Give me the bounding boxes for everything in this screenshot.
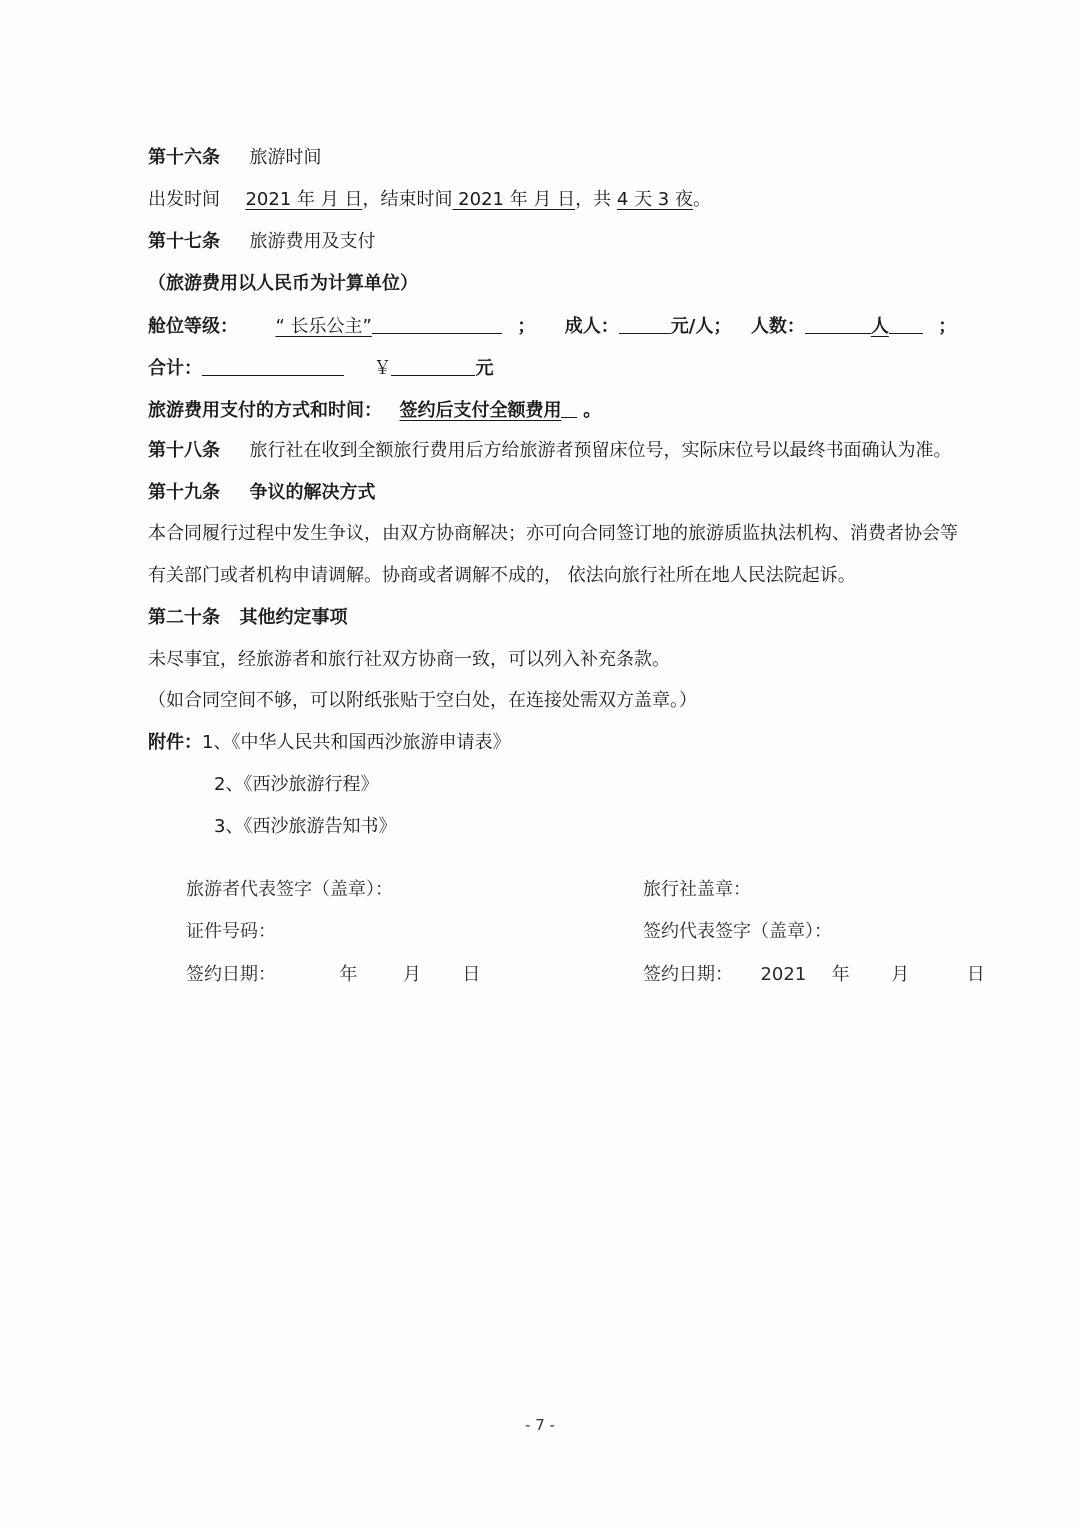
article-title: 其他约定事项 [239,607,348,628]
traveler-date-line [186,963,480,987]
year-label: 年 [339,964,358,985]
attachments-label: 附件： [148,732,202,753]
dispute-text-2: 有关部门或者机构申请调解。协商或者调解不成的， 依法向旅行社所在地人民法院起诉。 [148,565,856,586]
yen-sign: ￥ [373,358,392,379]
day-label: 日 [462,964,481,985]
date-label: 签约日期： [643,964,733,985]
cabin-line [148,313,1020,339]
article-20-heading [148,606,1020,630]
article-number: 第十六条 [148,147,220,168]
payment-line [148,397,1020,423]
total-amount-label: 合计： [148,358,202,379]
cabin-value: “ 长乐公主” [275,316,372,337]
article-title: 旅游费用及支付 [249,231,376,252]
nights-value: 3 夜 [652,189,693,210]
adult-label: 成人： [564,316,619,337]
other-text-2: （如合同空间不够，可以附纸张贴于空白处，在连接处需双方盖章。） [148,690,697,711]
agency-stamp-label: 旅行社盖章： [643,879,751,900]
article-18 [148,439,1020,463]
article-number: 第十八条 [148,440,220,461]
article-title: 争议的解决方式 [249,482,376,503]
separator: ； [517,316,536,337]
other-text-1: 未尽事宜，经旅游者和旅行社双方协商一致，可以列入补充条款。 [148,649,670,670]
page-number: - 7 - [525,1416,555,1434]
adult-price-blank [619,313,671,334]
total-line [148,355,1020,381]
date-label: 签约日期： [186,964,276,985]
article-16-heading [148,146,1020,170]
yen-blank [391,355,475,376]
article-number: 第十九条 [148,482,220,503]
article-text: 旅行社在收到全额旅行费用后方给旅游者预留床位号，实际床位号以最终书面确认为准。 [249,440,952,461]
period-mark: 。 [692,189,711,210]
end-time-label: ，结束时间 [362,189,453,210]
article-number: 第十七条 [148,231,220,252]
travel-time-line [148,188,1020,212]
attachments-line [148,731,1020,755]
article-19-heading [148,481,1020,505]
day-label: 日 [966,964,985,985]
article-title: 旅游时间 [249,147,322,168]
payment-label: 旅游费用支付的方式和时间： [148,400,382,421]
days-value: 4 天 [616,189,653,210]
depart-date: 2021 年 月 日 [245,189,363,210]
count-blank-tail [889,313,923,334]
article-17-heading [148,230,1020,254]
count-label: 人数： [750,316,805,337]
attachment-item: 3、《西沙旅游告知书》 [214,816,397,837]
id-number-label: 证件号码： [186,921,276,942]
adult-unit: 元/人； [670,316,732,337]
dispute-text-1: 本合同履行过程中发生争议，由双方协商解决；亦可向合同签订地的旅游质监执法机构、消费者协会等 [148,523,958,544]
month-label: 月 [891,964,910,985]
period-mark: 。 [583,400,602,421]
traveler-signature-label: 旅游者代表签字（盖章）： [186,879,393,900]
yuan-unit: 元 [475,358,494,379]
payment-value: 签约后支付全额费用 [399,400,562,421]
currency-note: （旅游费用以人民币为计算单位） [148,273,418,294]
separator: ； [938,316,957,337]
depart-label: 出发时间 [148,189,220,210]
attachment-item: 1、《中华人民共和国西沙旅游申请表》 [202,732,511,753]
attachment-item: 2、《西沙旅游行程》 [214,774,379,795]
year-value: 2021 [760,964,807,985]
year-label: 年 [831,964,850,985]
payment-blank-tail [561,397,577,418]
agency-signature-label: 签约代表签字（盖章）： [643,921,832,942]
count-unit: 人 [870,316,889,337]
cabin-blank [372,313,502,334]
month-label: 月 [402,964,421,985]
end-date: 2021 年 月 日 [452,189,576,210]
agency-date-line [643,963,985,987]
total-label: ，共 [575,189,612,210]
article-number: 第二十条 [148,607,220,628]
cabin-label: 舱位等级： [148,316,238,337]
total-blank [202,355,344,376]
count-blank [805,313,871,334]
